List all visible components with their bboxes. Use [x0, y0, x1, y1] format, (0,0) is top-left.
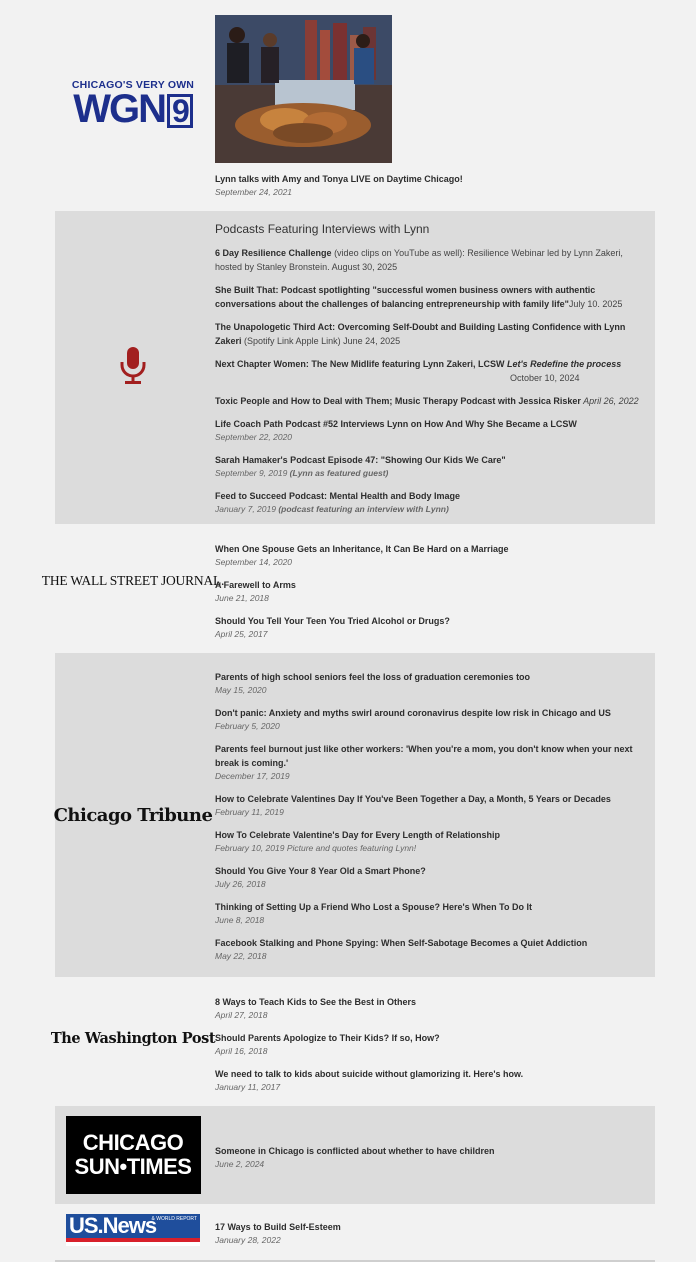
article-link[interactable]: 8 Ways to Teach Kids to See the Best in Others	[215, 997, 417, 1007]
podcast-link[interactable]: Life Coach Path Podcast #52 Interviews Lynn on How And Why She Became a LCSW	[215, 419, 577, 429]
microphone-icon	[119, 346, 147, 386]
podcast-date: July 10. 2025	[568, 299, 623, 309]
article-date: February 5, 2020	[215, 721, 280, 731]
article-date: January 11, 2017	[215, 1082, 281, 1092]
wapo-logo	[50, 1027, 216, 1049]
usnews-list	[215, 1220, 645, 1256]
list-item	[215, 1220, 645, 1247]
list-item	[215, 320, 645, 348]
list-item	[215, 742, 645, 783]
article-date: May 15, 2020	[215, 685, 267, 695]
article-link[interactable]: Parents feel burnout just like other workers: 'When you're a mom, you don't know when your next break is coming.'	[215, 744, 633, 768]
list-item	[215, 453, 645, 480]
suntimes-section	[55, 1106, 655, 1204]
podcasts-list	[215, 222, 645, 525]
article-date: April 16, 2018	[215, 1046, 268, 1056]
podcast-date: October 10, 2024	[510, 373, 580, 383]
usnews-section	[55, 1204, 655, 1262]
article-link[interactable]: Facebook Stalking and Phone Spying: When Self-Sabotage Becomes a Quiet Addiction	[215, 938, 588, 948]
usnews-logo-stripe	[66, 1238, 200, 1242]
article-link[interactable]: How to Celebrate Valentines Day If You've Been Together a Day, a Month, 5 Years or Decades	[215, 794, 611, 804]
podcast-link[interactable]: 6 Day Resilience Challenge	[215, 248, 332, 258]
article-date: February 10, 2019 Picture and quotes featuring Lynn!	[215, 843, 417, 853]
list-item	[215, 614, 645, 641]
article-date: December 17, 2019	[215, 771, 290, 781]
daytime-chicago-photo[interactable]	[215, 15, 392, 163]
article-link[interactable]: Lynn talks with Amy and Tonya LIVE on Daytime Chicago!	[215, 174, 463, 184]
podcast-link[interactable]: Feed to Succeed Podcast: Mental Health and Body Image	[215, 491, 461, 501]
podcasts-heading: Podcasts Featuring Interviews with Lynn	[215, 222, 430, 236]
wsj-logo-text: THE WALL STREET JOURNAL.	[41, 573, 225, 588]
article-date: January 28, 2022	[215, 1235, 281, 1245]
article-link[interactable]: How To Celebrate Valentine's Day for Every Length of Relationship	[215, 830, 501, 840]
article-date: February 11, 2019	[215, 807, 284, 817]
podcast-link[interactable]: Next Chapter Women: The New Midlife featuring Lynn Zakeri, LCSW	[215, 359, 508, 369]
tribune-section	[55, 653, 655, 977]
list-item	[215, 394, 645, 408]
list-item	[215, 936, 645, 963]
list-item	[215, 489, 645, 516]
podcast-link[interactable]: The Unapologetic Third Act: Overcoming Self-Doubt and Building Lasting Confidence with Lynn Zakeri	[215, 322, 626, 346]
article-link[interactable]: Should Parents Apologize to Their Kids? If so, How?	[215, 1033, 440, 1043]
tribune-logo-text: Chicago Tribune	[53, 804, 213, 826]
podcast-date: September 22, 2020	[215, 432, 293, 442]
list-item	[215, 246, 645, 274]
article-date: April 25, 2017	[215, 629, 268, 639]
list-item	[215, 1144, 645, 1171]
podcast-date: January 7, 2019	[215, 504, 276, 514]
list-item	[215, 670, 645, 697]
podcast-date-note: (Lynn as featured guest)	[287, 468, 389, 478]
suntimes-list	[215, 1144, 645, 1180]
suntimes-logo-line2: SUN•TIMES	[74, 1154, 192, 1179]
podcast-note: (video clips on YouTube as well): Resilience Webinar led by Lynn Zakeri, hosted by	[215, 248, 623, 272]
article-link[interactable]: 17 Ways to Build Self-Esteem	[215, 1222, 341, 1232]
host-link[interactable]: Stanley Bronstein	[256, 262, 328, 272]
list-item	[215, 828, 645, 855]
article-link[interactable]: Should You Give Your 8 Year Old a Smart Phone?	[215, 866, 426, 876]
list-item	[215, 542, 645, 569]
podcast-link[interactable]: Sarah Hamaker's Podcast Episode 47: "Showing Our Kids We Care"	[215, 455, 506, 465]
list-item	[215, 417, 645, 444]
list-item	[215, 900, 645, 927]
article-date: September 14, 2020	[215, 557, 293, 567]
podcast-tagline: Let's Redefine the process	[507, 359, 622, 369]
article-link[interactable]: Don't panic: Anxiety and myths swirl around coronavirus despite low risk in Chicago and US	[215, 708, 611, 718]
article-link[interactable]: Thinking of Setting Up a Friend Who Lost a Spouse? Here's When To Do It	[215, 902, 532, 912]
list-item	[215, 357, 645, 385]
wgn-logo-text: WGN	[73, 86, 165, 131]
wapo-section	[50, 977, 655, 1106]
podcasts-section	[55, 211, 655, 524]
podcast-logo	[65, 341, 201, 391]
tribune-logo	[53, 801, 213, 829]
list-item	[215, 864, 645, 891]
article-link[interactable]: We need to talk to kids about suicide without glamorizing it. Here's how.	[215, 1069, 524, 1079]
article-date: June 8, 2018	[215, 915, 265, 925]
article-link[interactable]: When One Spouse Gets an Inheritance, It Can Be Hard on a Marriage	[215, 544, 509, 554]
wgn-logo	[65, 78, 201, 131]
list-item	[215, 1067, 645, 1094]
usnews-logo	[65, 1214, 201, 1246]
list-item	[215, 792, 645, 819]
article-date: June 21, 2018	[215, 593, 269, 603]
wgn-logo-tagline: CHICAGO'S VERY OWN	[71, 78, 195, 91]
suntimes-logo	[65, 1116, 201, 1194]
article-date: July 26, 2018	[215, 879, 266, 889]
article-date: May 22, 2018	[215, 951, 267, 961]
usnews-logo-text: US.News	[66, 1214, 200, 1238]
podcast-date: April 26, 2022	[580, 396, 639, 406]
wapo-list	[215, 995, 645, 1103]
usnews-logo-sub: & WORLD REPORT	[151, 1216, 197, 1222]
list-item	[215, 172, 645, 199]
article-date: June 2, 2024	[215, 1159, 265, 1169]
list-item	[215, 283, 645, 311]
podcast-note: (Spotify Link Apple Link) June 24, 2025	[241, 336, 401, 346]
podcast-date: September 9, 2019	[215, 468, 288, 478]
wsj-section	[41, 524, 655, 653]
tribune-list	[215, 670, 645, 972]
podcast-link[interactable]: She Built That: Podcast spotlighting "successful women business owners with authentic conversations about the challenges of balancing entrepreneurship with family life"	[215, 285, 596, 309]
article-link[interactable]: A Farewell to Arms	[215, 580, 296, 590]
wsj-logo	[41, 570, 225, 592]
podcast-date-note: (podcast featuring an interview with Lynn)	[275, 504, 449, 514]
wgn-list	[215, 172, 645, 208]
article-link[interactable]: Someone in Chicago is conflicted about whether to have children	[215, 1146, 495, 1156]
article-link[interactable]: Parents of high school seniors feel the loss of graduation ceremonies too	[215, 672, 531, 682]
list-item	[215, 578, 645, 605]
article-date: April 27, 2018	[215, 1010, 268, 1020]
wgn-logo-number: 9	[167, 94, 193, 128]
article-date: September 24, 2021	[215, 187, 293, 197]
list-item	[215, 1031, 645, 1058]
article-link[interactable]: Should You Tell Your Teen You Tried Alcohol or Drugs?	[215, 616, 450, 626]
wsj-list	[215, 542, 645, 650]
list-item	[215, 706, 645, 733]
podcast-link[interactable]: Toxic People and How to Deal with Them; Music Therapy Podcast with Jessica Risker	[215, 396, 581, 406]
podcast-date: . August 30, 2025	[327, 262, 398, 272]
suntimes-logo-line1: CHICAGO	[82, 1130, 184, 1155]
wapo-logo-text: The Washington Post	[50, 1029, 216, 1047]
list-item	[215, 995, 645, 1022]
